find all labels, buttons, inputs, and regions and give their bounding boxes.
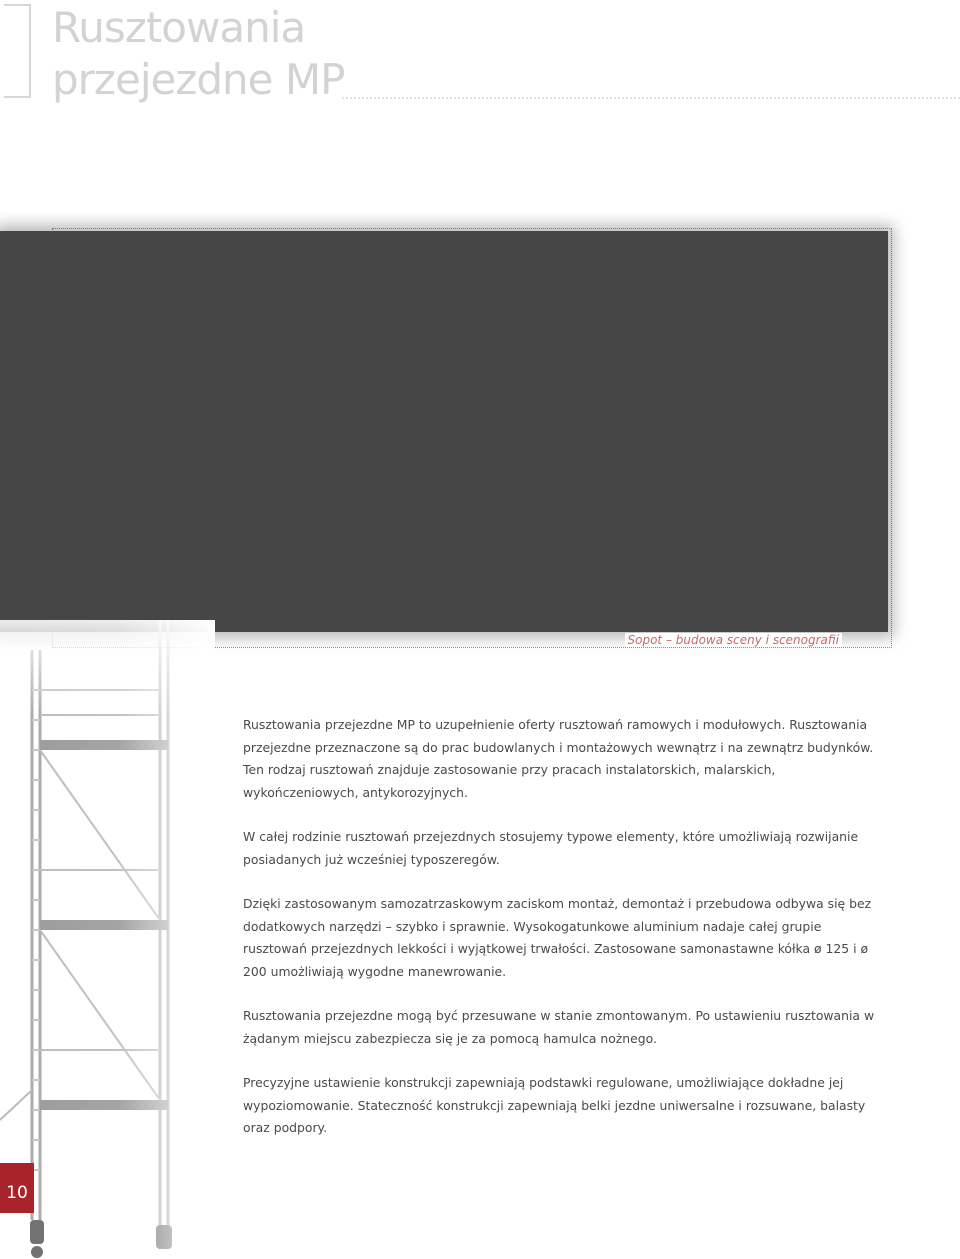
stage-photo xyxy=(0,231,888,632)
paragraph-stability: Precyzyjne ustawienie konstrukcji zapewniają podstawki regulowane, umożliwiające dokładne jej wypoziomowanie. Stateczność konstrukcji zapewniają belki jezdne uniwersalne i rozsuwane, balasty oraz podpory. xyxy=(243,1075,866,1135)
article-body xyxy=(243,714,883,1162)
title-bracket-decoration xyxy=(4,4,31,98)
paragraph-intro: Rusztowania przejezdne MP to uzupełnienie oferty rusztowań ramowych i modułowych. Rusztowania przejezdne przeznaczone są do prac budowlanych i montażowych wewnątrz i na zewnątrz budynków. Ten rodzaj rusztowań znajduje zastosowanie przy pracach instalatorskich, malarskich, wykończeniowych, antykorozyjnych. xyxy=(243,717,874,800)
page-title-line-1: Rusztowania xyxy=(52,3,306,52)
photo-caption: Sopot – budowa sceny i scenografii xyxy=(625,633,843,647)
title-dotted-rule xyxy=(342,97,960,99)
page-title-line-2: przejezdne MP xyxy=(52,55,345,104)
paragraph-assembly: Dzięki zastosowanym samozatrzaskowym zaciskom montaż, demontaż i przebudowa odbywa się bez dodatkowych narzędzi – szybko i sprawnie. Wysokogatunkowe aluminium nadaje całej grupie rusztowań przejezdnych lekkości i wyjątkowej trwałości. Zastosowane samonastawne kółka ø 125 i ø 200 umożliwiają wygodne manewrowanie. xyxy=(243,896,872,979)
paragraph-elements: W całej rodzinie rusztowań przejezdnych stosujemy typowe elementy, które umożliwiają rozwijanie posiadanych już wcześniej typoszeregów. xyxy=(243,829,859,867)
paragraph-mobility: Rusztowania przejezdne mogą być przesuwane w stanie zmontowanym. Po ustawieniu rusztowania w żądanym miejscu zabezpiecza się je za pomocą hamulca nożnego. xyxy=(243,1008,875,1046)
page-title xyxy=(52,2,344,106)
page-number: 10 xyxy=(6,1183,28,1203)
